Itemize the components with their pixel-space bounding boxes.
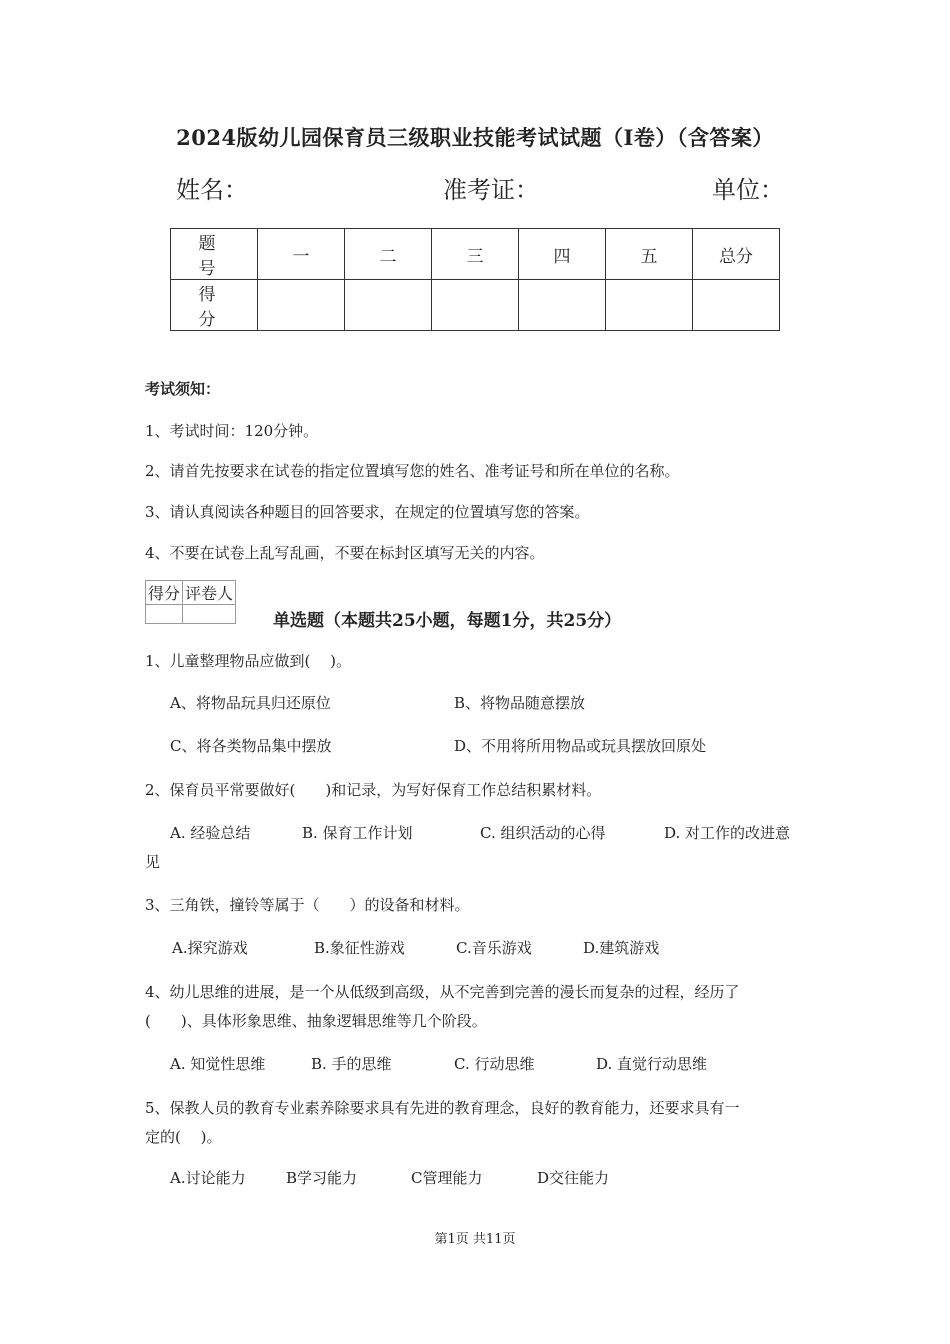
page-footer: 第1页 共11页 <box>434 1232 516 1247</box>
score-header-cell: 题 号 <box>171 229 258 280</box>
notice-item: 3、请认真阅读各种题目的回答要求，在规定的位置填写您的答案。 <box>145 503 590 521</box>
score-header-cell: 总分 <box>693 229 780 280</box>
grader-box-grader-cell[interactable] <box>183 605 236 624</box>
question-stem-continued: 定的( )。 <box>145 1128 222 1146</box>
grader-box <box>145 580 236 624</box>
option-a: A.探究游戏 <box>172 939 248 957</box>
grader-box-score-cell[interactable] <box>146 605 183 624</box>
option-d: D交往能力 <box>537 1169 610 1187</box>
option-wrap-text: 见 <box>145 853 161 871</box>
question-stem: 4、幼儿思维的进展，是一个从低级到高级，从不完善到完善的漫长而复杂的过程，经历了 <box>145 983 740 1001</box>
score-input-cell[interactable] <box>606 280 693 331</box>
score-input-cell[interactable] <box>432 280 519 331</box>
question-stem: 1、儿童整理物品应做到( )。 <box>145 652 352 670</box>
score-input-cell[interactable] <box>693 280 780 331</box>
option-d: D、不用将所用物品或玩具摆放回原处 <box>454 737 707 755</box>
option-b: B. 手的思维 <box>311 1055 392 1073</box>
option-d: D. 直觉行动思维 <box>596 1055 708 1073</box>
option-b: B. 保育工作计划 <box>302 824 413 842</box>
score-header-cell: 三 <box>432 229 519 280</box>
page-title: 2024版幼儿园保育员三级职业技能考试试题（I卷）（含答案） <box>176 125 774 150</box>
score-table <box>170 228 780 331</box>
option-c: C、将各类物品集中摆放 <box>170 737 332 755</box>
section-title: 单选题（本题共25小题，每题1分，共25分） <box>273 611 622 631</box>
name-field-label: 姓名： <box>176 176 248 204</box>
question-stem: 3、三角铁，撞铃等属于（ ）的设备和材料。 <box>145 896 470 914</box>
unit-field-label: 单位： <box>712 176 784 204</box>
notice-heading: 考试须知： <box>145 380 221 398</box>
notice-item: 4、不要在试卷上乱写乱画，不要在标封区填写无关的内容。 <box>145 544 545 562</box>
score-table-score-row <box>171 280 780 331</box>
option-b: B学习能力 <box>286 1169 358 1187</box>
option-a: A.讨论能力 <box>170 1169 246 1187</box>
option-a: A、将物品玩具归还原位 <box>170 694 331 712</box>
exam-id-field-label: 准考证： <box>443 176 539 204</box>
option-d: D.建筑游戏 <box>583 939 660 957</box>
option-b: B.象征性游戏 <box>314 939 405 957</box>
score-row-label: 得 分 <box>171 280 258 331</box>
option-c: C.音乐游戏 <box>456 939 532 957</box>
grader-box-grader-label: 评卷人 <box>183 581 236 605</box>
question-stem: 2、保育员平常要做好( )和记录，为写好保育工作总结积累材料。 <box>145 781 602 799</box>
score-header-cell: 二 <box>345 229 432 280</box>
notice-item: 1、考试时间：120分钟。 <box>145 422 319 440</box>
option-a: A. 经验总结 <box>170 824 251 842</box>
score-header-cell: 一 <box>258 229 345 280</box>
question-stem-continued: ( )、具体形象思维、抽象逻辑思维等几个阶段。 <box>145 1012 487 1030</box>
option-b: B、将物品随意摆放 <box>454 694 586 712</box>
option-c: C. 组织活动的心得 <box>480 824 606 842</box>
score-input-cell[interactable] <box>519 280 606 331</box>
score-table-header-row <box>171 229 780 280</box>
score-input-cell[interactable] <box>258 280 345 331</box>
grader-box-score-label: 得分 <box>146 581 183 605</box>
option-a: A. 知觉性思维 <box>170 1055 266 1073</box>
option-d: D. 对工作的改进意 <box>664 824 791 842</box>
score-header-cell: 四 <box>519 229 606 280</box>
notice-item: 2、请首先按要求在试卷的指定位置填写您的姓名、准考证号和所在单位的名称。 <box>145 462 680 480</box>
question-stem: 5、保教人员的教育专业素养除要求具有先进的教育理念，良好的教育能力，还要求具有一 <box>145 1099 740 1117</box>
score-input-cell[interactable] <box>345 280 432 331</box>
option-c: C管理能力 <box>411 1169 483 1187</box>
option-c: C. 行动思维 <box>454 1055 535 1073</box>
score-header-cell: 五 <box>606 229 693 280</box>
